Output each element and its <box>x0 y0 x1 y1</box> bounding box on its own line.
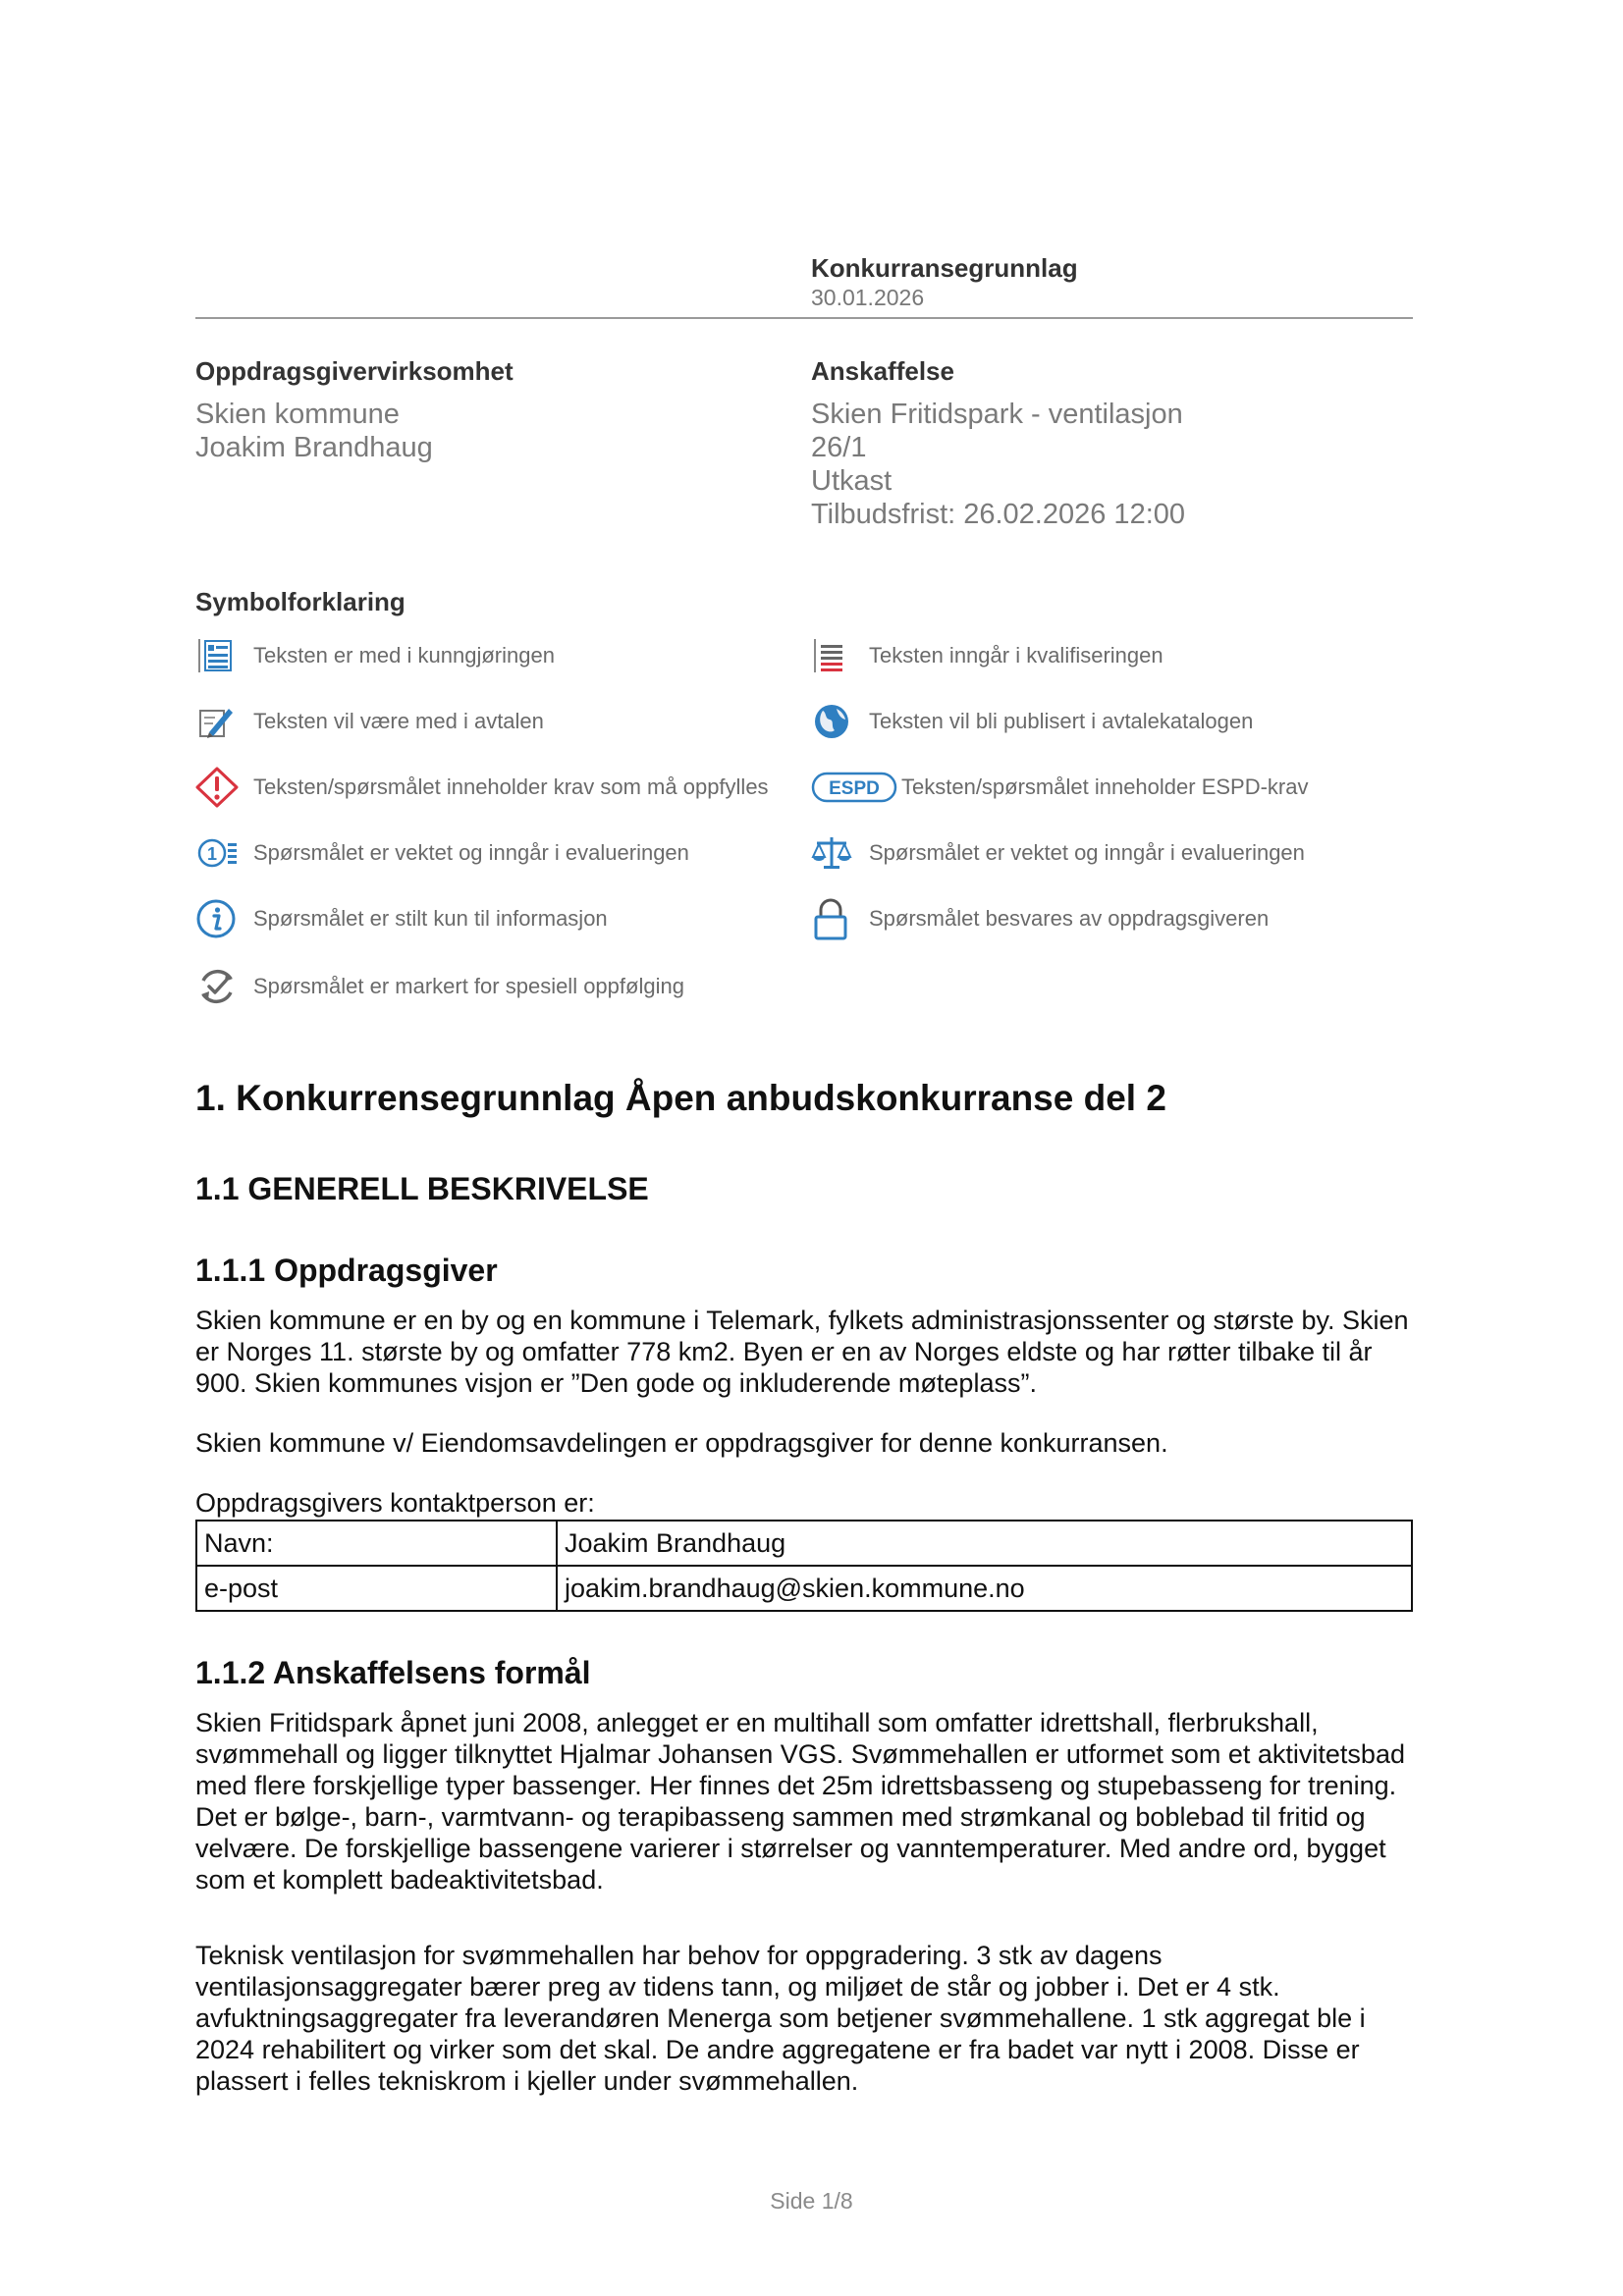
legend-title: Symbolforklaring <box>195 587 406 616</box>
legend-label: Teksten/spørsmålet inneholder ESPD-krav <box>901 774 1309 799</box>
legend-item-contract <box>195 701 544 742</box>
table-row <box>196 1566 1412 1611</box>
legend-item-scales <box>811 832 1305 874</box>
legend-label: Spørsmålet er vektet og inngår i evalueringen <box>253 840 689 865</box>
warning-icon <box>195 767 241 808</box>
contact-table <box>195 1520 1413 1612</box>
legend-item-info <box>195 898 608 939</box>
contact-email-label: e-post <box>196 1566 557 1611</box>
legend-item-lock <box>811 898 1269 939</box>
legend-label: Spørsmålet er markert for spesiell oppfølging <box>253 974 684 998</box>
legend-item-announcement <box>195 635 555 676</box>
procurement-case-number: 26/1 <box>811 432 867 463</box>
legend-label: Teksten inngår i kvalifiseringen <box>869 643 1163 667</box>
scales-icon <box>811 832 856 874</box>
legend-label: Teksten vil bli publisert i avtalekatalogen <box>869 709 1254 733</box>
globe-icon <box>811 701 856 742</box>
legend-item-espd <box>811 767 1309 808</box>
section-title: 1. Konkurrensegrunnlag Åpen anbudskonkurranse del 2 <box>195 1078 1166 1118</box>
page-number: Side 1/8 <box>770 2188 853 2214</box>
contact-email-value: joakim.brandhaug@skien.kommune.no <box>557 1566 1412 1611</box>
document-date: 30.01.2026 <box>811 285 925 310</box>
legend-item-qualification <box>811 635 1163 676</box>
contact-intro: Oppdragsgivers kontaktperson er: <box>195 1488 595 1518</box>
procurement-heading: Anskaffelse <box>811 356 954 386</box>
paragraph-ventilation-need: Teknisk ventilasjon for svømmehallen har behov for oppgradering. 3 stk av dagens ventilasjonsaggregater bærer preg av tidens tann, og miljøet de står og jobber i. Det er 4 stk. avfuktningsaggregater fra leverandøren Menerga som betjener svømmehallene. 1 stk aggregat ble i 2024 rehabilitert og virker som det skal. De andre aggregatene er fra badet var nytt i 2008. Disse er plassert i felles tekniskrom i kjeller under svømmehallen. <box>195 1941 1366 2096</box>
legend-item-requirement <box>195 767 769 808</box>
paragraph-client-intro: Skien kommune er en by og en kommune i Telemark, fylkets administrasjonssenter og største by. Skien er Norges 11. største by og omfatter 778 km2. Byen er en av Norges eldste og har røtter tilbake til år 900. Skien kommunes visjon er ”Den gode og inkluderende møteplass”. <box>195 1306 1409 1398</box>
legend-label: Spørsmålet er vektet og inngår i evalueringen <box>869 840 1305 865</box>
legend-label: Spørsmålet er stilt kun til informasjon <box>253 906 608 931</box>
info-icon <box>195 898 241 939</box>
espd-badge-label: ESPD <box>829 778 880 799</box>
procurement-deadline: Tilbudsfrist: 26.02.2026 12:00 <box>811 499 1186 530</box>
document-type-title: Konkurransegrunnlag <box>811 253 1078 283</box>
table-row <box>196 1521 1412 1566</box>
svg-text:1: 1 <box>206 844 218 864</box>
legend-item-follow-up <box>195 966 684 1007</box>
legend-label: Teksten vil være med i avtalen <box>253 709 544 733</box>
contact-name-value: Joakim Brandhaug <box>557 1521 1412 1566</box>
heading-purpose: 1.1.2 Anskaffelsens formål <box>195 1655 591 1690</box>
client-contact: Joakim Brandhaug <box>195 432 433 463</box>
contract-pen-icon <box>195 701 241 742</box>
legend-item-catalogue <box>811 701 1253 742</box>
client-heading: Oppdragsgivervirksomhet <box>195 356 514 386</box>
legend-label: Teksten/spørsmålet inneholder krav som må oppfylles <box>253 774 769 799</box>
contact-name-label: Navn: <box>196 1521 557 1566</box>
header-divider <box>195 317 1413 319</box>
legend-item-weighted <box>195 832 689 874</box>
procurement-status: Utkast <box>811 465 893 497</box>
weighted-evaluation-icon <box>195 832 241 874</box>
procurement-name: Skien Fritidspark - ventilasjon <box>811 399 1183 430</box>
client-name: Skien kommune <box>195 399 400 430</box>
legend-label: Teksten er med i kunngjøringen <box>253 643 555 667</box>
follow-up-icon <box>195 966 241 1007</box>
lock-icon <box>811 898 856 939</box>
heading-oppdragsgiver: 1.1.1 Oppdragsgiver <box>195 1253 498 1288</box>
espd-badge-icon <box>811 767 897 808</box>
subsection-title: 1.1 GENERELL BESKRIVELSE <box>195 1171 649 1206</box>
legend-label: Spørsmålet besvares av oppdragsgiveren <box>869 906 1270 931</box>
announcement-icon <box>195 635 241 676</box>
paragraph-client-department: Skien kommune v/ Eiendomsavdelingen er oppdragsgiver for denne konkurransen. <box>195 1428 1168 1458</box>
paragraph-facility-description: Skien Fritidspark åpnet juni 2008, anlegget er en multihall som omfatter idrettshall, flerbrukshall, svømmehall og ligger tilknyttet Hjalmar Johansen VGS. Svømmehallen er utformet som et aktivitetsbad med flere forskjellige typer bassenger. Her finnes det 25m idrettsbasseng og stupebasseng for trening. Det er bølge-, barn-, varmtvann- og terapibasseng sammen med strømkanal og boblebad til fritid og velvære. De forskjellige bassengene varierer i størrelser og vanntemperaturer. Med andre ord, bygget som et komplett badeaktivitetsbad. <box>195 1708 1405 1895</box>
qualification-list-icon <box>811 635 856 676</box>
